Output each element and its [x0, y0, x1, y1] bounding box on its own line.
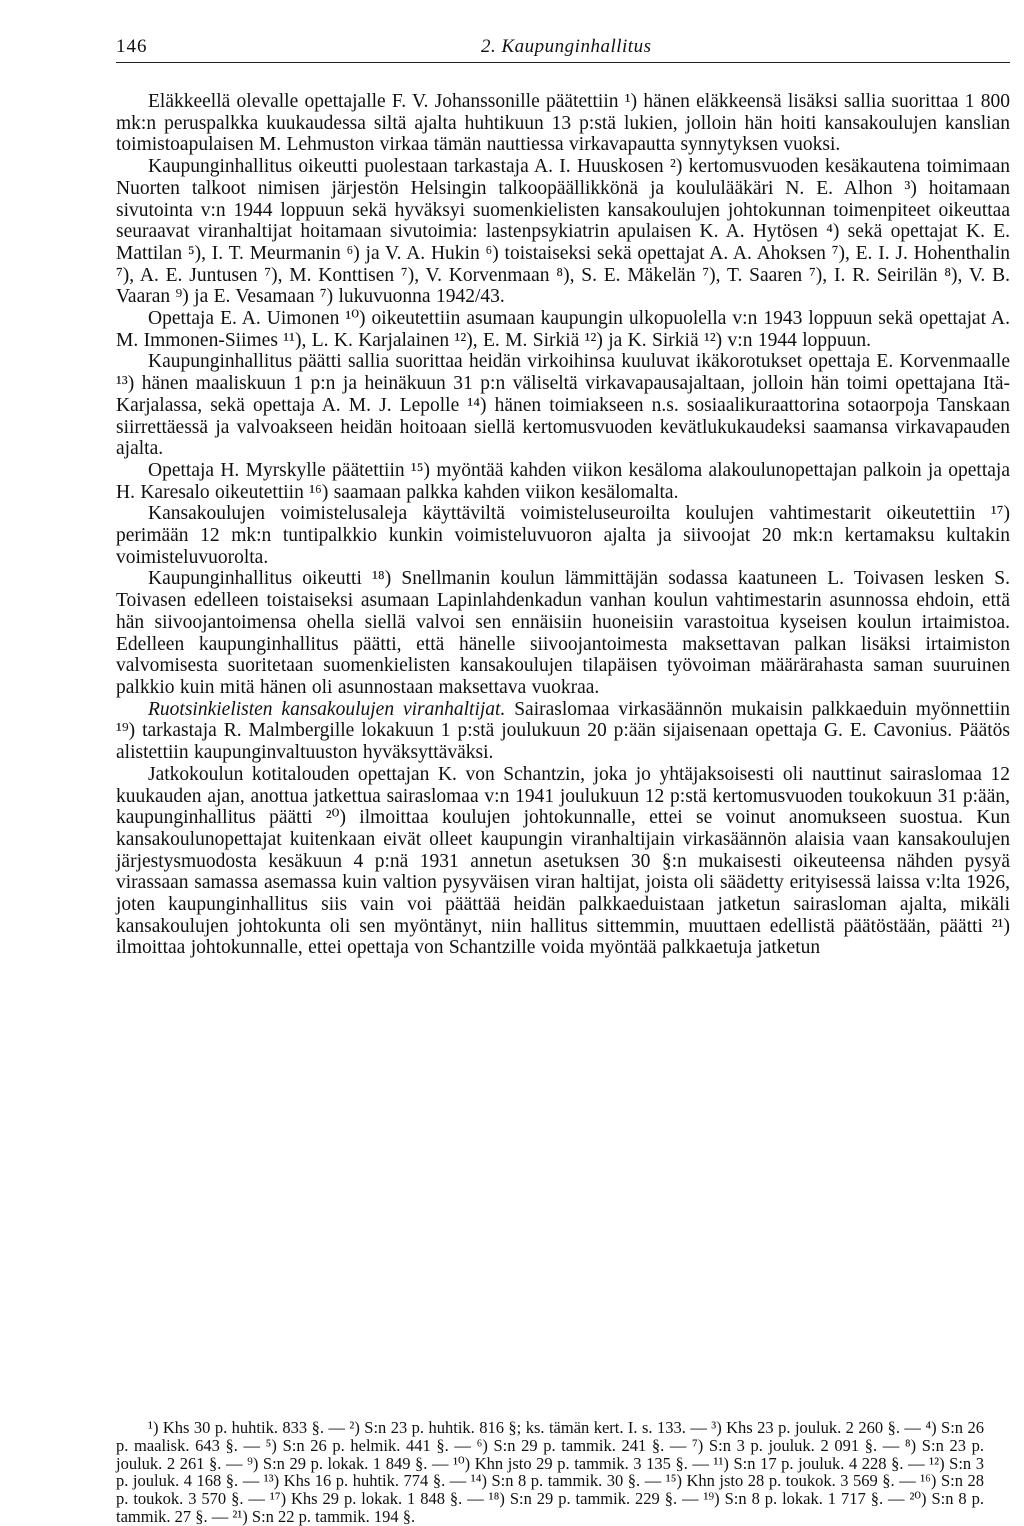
page-number: 146: [116, 36, 148, 57]
paragraph: Kaupunginhallitus päätti sallia suorittaa heidän virkoihinsa kuuluvat ikäkorotukset opettaja E. Korvenmaalle ¹³) hänen maaliskuun 1 p:n ja heinäkuun 31 p:n väliseltä virkavapausajaltaan, jolloin hän toimi opettajana Itä-Karjalassa, sekä opettaja A. M. J. Lepolle ¹⁴) hänen toimiakseen n.s. sosiaalikuraattorina sotaorpoja Tanskaan siirrettäessä ja valvoakseen heidän hoitoaan siellä kertomusvuoden kevätlukukaudeksi saamansa virkavapauden ajalta.: [116, 351, 1010, 460]
paragraph: Eläkkeellä olevalle opettajalle F. V. Johanssonille päätettiin ¹) hänen eläkkeensä lisäksi sallia suorittaa 1 800 mk:n peruspalkka kuukaudessa siltä ajalta huhtikuun 13 p:stä lukien, jolloin hän hoiti kansakoulujen kanslian toimistoapulaisen M. Lehmuston virkaa tämän nauttiessa virkavapautta synnytyksen vuoksi.: [116, 91, 1010, 156]
body-text: [116, 91, 1010, 959]
running-title: 2. Kaupunginhallitus: [481, 36, 652, 57]
section-heading: Ruotsinkielisten kansakoulujen viranhaltijat.: [148, 698, 506, 720]
paragraph: Kaupunginhallitus oikeutti puolestaan tarkastaja A. I. Huuskosen ²) kertomusvuoden kesäkautena toimimaan Nuorten talkoot nimisen järjestön Helsingin talkoopäällikkönä ja koululääkäri N. E. Alhon ³) hoitamaan sivutointa v:n 1944 loppuun sekä hyväksyi suomenkielisten kansakoulujen johtokunnan toimenpiteet oikeuttaa seuraavat viranhaltijat hoitamaan sivutoimia: lastenpsykiatrin apulaisen K. A. Hytösen ⁴) sekä opettajat K. E. Mattilan ⁵), I. T. Meurmanin ⁶) ja V. A. Hukin ⁶) toistaiseksi sekä opettajat A. A. Ahoksen ⁷), E. I. J. Hohenthalin ⁷), A. E. Juntusen ⁷), M. Konttisen ⁷), V. Korvenmaan ⁸), S. E. Mäkelän ⁷), T. Saaren ⁷), I. R. Seirilän ⁸), V. B. Vaaran ⁹) ja E. Vesamaan ⁷) lukuvuonna 1942/43.: [116, 156, 1010, 308]
running-header: [116, 34, 1010, 63]
paragraph: Opettaja E. A. Uimonen ¹⁰) oikeutettiin asumaan kaupungin ulkopuolella v:n 1943 loppuun sekä opettajat A. M. Immonen-Siimes ¹¹), L. K. Karjalainen ¹²), E. M. Sirkiä ¹²) ja K. Sirkiä ¹²) v:n 1944 loppuun.: [116, 308, 1010, 351]
paragraph: Jatkokoulun kotitalouden opettajan K. von Schantzin, joka jo yhtäjaksoisesti oli nauttinut sairaslomaa 12 kuukauden ajan, anottua jatkettua sairaslomaa v:n 1941 joulukuun 12 p:stä kertomusvuoden toukokuun 31 p:ään, kaupunginhallitus päätti ²⁰) ilmoittaa koulujen johtokunnalle, ettei se voinut anomukseen suostua. Kun kansakoulunopettajat kuitenkaan eivät olleet kaupungin viranhaltijain virkasäännön alaisia vaan kansakoulujen järjestysmuodosta kesäkuun 4 p:nä 1931 annetun asetuksen 30 §:n mukaisesti oikeuteensa nähden pysyä virassaan samassa asemassa kuin valtion pysyväisen viran haltijat, joista oli säädetty erityisessä laissa v:lta 1926, joten kaupunginhallitus siis vain voi päättää heidän palkkaeduistaan jatketun sairasloman ajalta, mikäli kansakoulujen johtokunta oli sen myöntänyt, niin hallitus sittemmin, muuttaen edellistä päätöstään, päätti ²¹) ilmoittaa johtokunnalle, ettei opettaja von Schantzille voida myöntää palkkaetuja jatketun: [116, 763, 1010, 959]
paragraph: Kaupunginhallitus oikeutti ¹⁸) Snellmanin koulun lämmittäjän sodassa kaatuneen L. Toivasen lesken S. Toivasen edelleen toistaiseksi asumaan Lapinlahdenkadun vanhan koulun vahtimestarin asunnossa ehdoin, että hän siivoojantoimensa ohella siellä valvoi sen ennäisiin huoneisiin varastoitua kyseisen koulun irtaimistoa. Edelleen kaupunginhallitus päätti, että hänelle siivoojantoimesta maksettavan palkan lisäksi irtaimiston valvomisesta suoritetaan suomenkielisten kansakoulujen tilapäisen työvoiman määrärahasta saman suuruinen palkkio kuin mitä hänen oli asunnostaan maksettava vuokraa.: [116, 568, 1010, 698]
paragraph: Kansakoulujen voimistelusaleja käyttäviltä voimisteluseuroilta koulujen vahtimestarit oikeutettiin ¹⁷) perimään 12 mk:n tuntipalkkio kunkin voimisteluvuoron ajalta ja siivoojat 20 mk:n kertamaksu kultakin voimisteluvuorolta.: [116, 503, 1010, 568]
footnotes: [116, 1419, 984, 1526]
section-paragraph: [116, 699, 1010, 764]
document-page: [116, 34, 1010, 1526]
section-text: Sairaslomaa virkasäännön mukaisin palkkaeduin myönnettiin ¹⁹) tarkastaja R. Malmbergille lokakuun 1 p:stä joulukuun 20 p:ään sijaisenaan opettaja G. E. Cavonius. Päätös alistettiin kaupunginvaltuuston hyväksyttäväksi.: [116, 698, 1010, 764]
footnote-text: ¹) Khs 30 p. huhtik. 833 §. — ²) S:n 23 p. huhtik. 816 §; ks. tämän kert. I. s. 133. — ³) Khs 23 p. jouluk. 2 260 §. — ⁴) S:n 26 p. maalisk. 643 §. — ⁵) S:n 26 p. helmik. 441 §. — ⁶) S:n 29 p. tammik. 241 §. — ⁷) S:n 3 p. jouluk. 2 091 §. — ⁸) S:n 23 p. jouluk. 2 261 §. — ⁹) S:n 29 p. lokak. 1 849 §. — ¹⁰) Khn jsto 29 p. tammik. 3 135 §. — ¹¹) S:n 17 p. jouluk. 4 228 §. — ¹²) S:n 3 p. jouluk. 4 168 §. — ¹³) Khs 16 p. huhtik. 774 §. — ¹⁴) S:n 8 p. tammik. 30 §. — ¹⁵) Khn jsto 28 p. toukok. 3 569 §. — ¹⁶) S:n 28 p. toukok. 3 570 §. — ¹⁷) Khs 29 p. lokak. 1 848 §. — ¹⁸) S:n 29 p. tammik. 229 §. — ¹⁹) S:n 8 p. lokak. 1 717 §. — ²⁰) S:n 8 p. tammik. 27 §. — ²¹) S:n 22 p. tammik. 194 §.: [116, 1418, 984, 1526]
paragraph: Opettaja H. Myrskylle päätettiin ¹⁵) myöntää kahden viikon kesäloma alakoulunopettajan palkoin ja opettaja H. Karesalo oikeutettiin ¹⁶) saamaan palkka kahden viikon kesälomalta.: [116, 459, 1010, 503]
